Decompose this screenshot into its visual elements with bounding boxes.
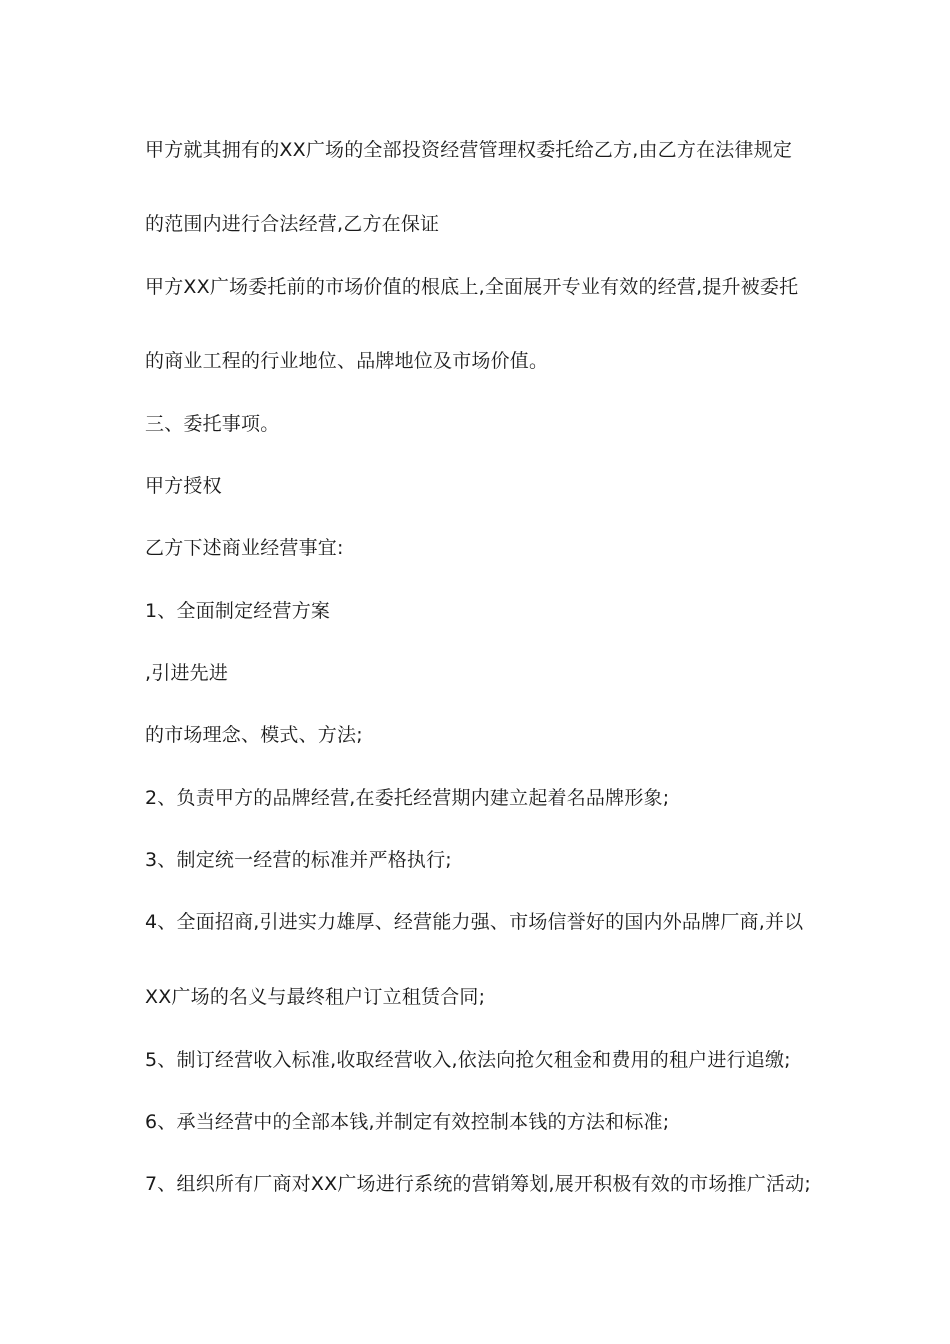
list-item-4: 4、全面招商,引进实力雄厚、经营能力强、市场信誉好的国内外品牌厂商,并以 <box>145 911 804 933</box>
paragraph-line-4: 的商业工程的行业地位、品牌地位及市场价值。 <box>145 350 549 372</box>
list-item-1: 1、全面制定经营方案 <box>145 600 331 622</box>
list-item-3: 3、制定统一经营的标准并严格执行; <box>145 849 452 871</box>
paragraph-line-6: 甲方授权 <box>145 475 222 497</box>
list-item-5: 5、制订经营收入标准,收取经营收入,依法向抢欠租金和费用的租户进行追缴; <box>145 1049 791 1071</box>
list-item-1-cont-a: ,引进先进 <box>145 662 229 684</box>
list-item-6: 6、承当经营中的全部本钱,并制定有效控制本钱的方法和标准; <box>145 1111 670 1133</box>
list-item-2: 2、负责甲方的品牌经营,在委托经营期内建立起着名品牌形象; <box>145 787 670 809</box>
paragraph-line-2: 的范围内进行合法经营,乙方在保证 <box>145 213 440 235</box>
paragraph-line-1: 甲方就其拥有的XX广场的全部投资经营管理权委托给乙方,由乙方在法律规定 <box>145 139 793 161</box>
section-heading: 三、委托事项。 <box>145 413 280 435</box>
list-item-7: 7、组织所有厂商对XX广场进行系统的营销筹划,展开积极有效的市场推广活动; <box>145 1173 811 1195</box>
list-item-1-cont-b: 的市场理念、模式、方法; <box>145 724 363 746</box>
paragraph-line-3: 甲方XX广场委托前的市场价值的根底上,全面展开专业有效的经营,提升被委托 <box>145 276 799 298</box>
paragraph-line-7: 乙方下述商业经营事宜: <box>145 537 344 559</box>
list-item-4-cont: XX广场的名义与最终租户订立租赁合同; <box>145 986 486 1008</box>
